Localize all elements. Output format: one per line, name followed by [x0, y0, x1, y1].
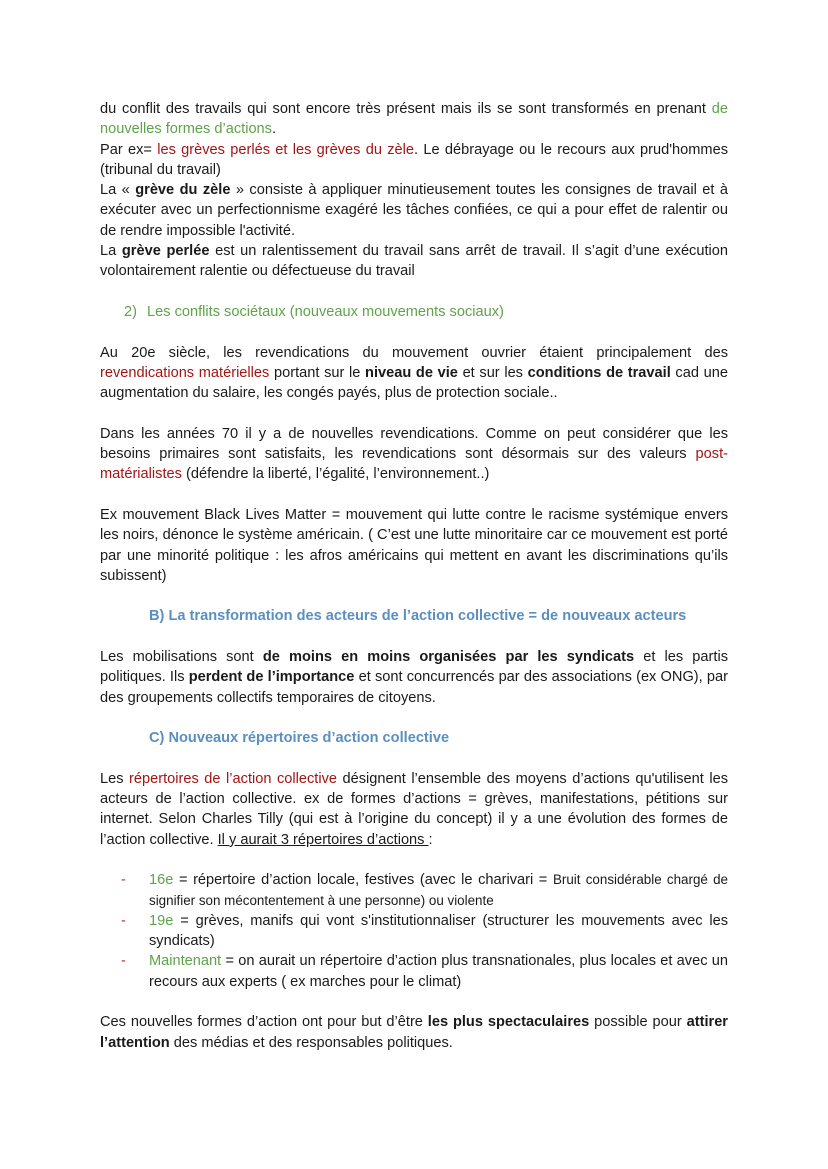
section-heading-c: C) Nouveaux répertoires d’action collective [149, 730, 450, 747]
paragraph-annees-70 [100, 424, 728, 485]
paragraph-conclusion [100, 1012, 728, 1053]
text: = grèves, manifs qui vont s'institutionnaliser (structurer les mouvements avec les syndicats) [149, 912, 728, 950]
highlight-text: de nouvelles formes d’actions [100, 101, 728, 138]
bold-term: grève du zèle [135, 182, 231, 199]
text: = on aurait un répertoire d’action plus transnationales, plus locales et avec un recours aux experts ( ex marches pour le climat) [149, 953, 728, 990]
highlight-text: les grèves perlés et les grèves du zèle [157, 141, 415, 158]
text: Ces nouvelles formes d’action ont pour but d’être [100, 1014, 428, 1031]
text: et les partis politiques. Ils [100, 649, 728, 686]
text: du conflit des travails qui sont encore très présent mais ils se sont transformés en prenant [100, 101, 712, 117]
text: Dans les années 70 il y a de nouvelles revendications. Comme on peut considérer que les besoins primaires sont satisfaits, les revendications sont désormais sur des valeurs [100, 425, 728, 463]
paragraph-examples [100, 140, 728, 181]
text: = répertoire d’action locale, festives (avec le charivari = [173, 872, 553, 889]
list-key: 16e [149, 872, 174, 889]
text: et sont concurrencés par des associations (ex ONG), par des groupements collectifs temporaires de citoyens. [100, 669, 728, 706]
text: possible pour [589, 1014, 687, 1031]
bold-term: conditions de travail [527, 364, 671, 381]
text: Au 20e siècle, les revendications du mouvement ouvrier étaient principalement des [100, 344, 728, 361]
underlined-text: Il y aurait 3 répertoires d’actions [217, 831, 429, 848]
bold-term: grève perlée [121, 243, 210, 260]
paragraph-20e-siecle [100, 343, 728, 404]
bold-term: les plus spectaculaires [427, 1014, 590, 1031]
text: (défendre la liberté, l’égalité, l’environnement..) [181, 466, 490, 483]
text: des médias et des responsables politiques. [169, 1034, 453, 1051]
bullet-dash: - [121, 953, 126, 970]
section-heading-2 [100, 302, 728, 322]
highlight-text: revendications matérielles [100, 364, 270, 381]
list-item [100, 911, 728, 952]
highlight-text: répertoires de l’action collective [129, 770, 338, 787]
text: La « [100, 182, 136, 199]
text: . [271, 121, 277, 138]
bold-term: de moins en moins organisées par les syndicats [262, 649, 635, 666]
text: La [100, 243, 122, 260]
text: : [428, 831, 433, 848]
bold-term: niveau de vie [365, 364, 458, 381]
paragraph-black-lives-matter: Ex mouvement Black Lives Matter = mouvement qui lutte contre le racisme systémique envers les noirs, dénonce le système américain. ( C’est une lutte minoritaire car ce mouvement est porté par une minorité politique : les afros américains qui mettent en avant les discriminations qu’ils subissent) [100, 506, 728, 584]
heading-text: Les conflits sociétaux (nouveaux mouvements sociaux) [146, 303, 504, 320]
list-item [100, 951, 728, 992]
text: Par ex= [100, 141, 158, 158]
document-page [100, 99, 728, 1053]
paragraph-repertoires [100, 769, 728, 850]
text: portant sur le [269, 364, 366, 381]
list-key: 19e [149, 912, 174, 929]
text: désignent l’ensemble des moyens d’actions qu'utilisent les acteurs de l’action collective. ex de formes d’actions = grèves, manifestations, pétitions sur internet. Selon Charles Tilly (qui est à l’origine du concept) il y a une évolution des formes de l’action collective. [100, 770, 728, 848]
bold-term: attirer l’attention [100, 1014, 728, 1051]
heading-number: 2) [124, 303, 137, 320]
paragraph-greve-perlee [100, 241, 728, 282]
list-item [100, 870, 728, 911]
bullet-dash: - [121, 912, 126, 929]
text: Les mobilisations sont [100, 649, 263, 666]
paragraph-forms [100, 99, 728, 140]
paragraph-greve-zele [100, 180, 728, 241]
text: » consiste à appliquer minutieusement toutes les consignes de travail et à exécuter avec un perfectionnisme exagéré les tâches confiées, ce qui a pour effet de ralentir ou de rendre impossible l'activité. [100, 182, 728, 239]
text: Bruit considérable chargé de signifier son mécontentement à une personne) ou violente [149, 872, 729, 908]
text: . Le débrayage ou le recours aux prud'hommes (tribunal du travail) [100, 141, 728, 178]
text: Les [100, 770, 130, 787]
paragraph-mobilisations [100, 647, 728, 708]
bullet-dash: - [121, 872, 126, 889]
list-key: Maintenant [149, 953, 222, 970]
text: et sur les [457, 364, 528, 381]
text: est un ralentissement du travail sans arrêt de travail. Il s’agit d’une exécution volontairement ralentie ou défectueuse du travail [100, 243, 728, 280]
bold-term: perdent de l’importance [188, 669, 355, 686]
text: cad une augmentation du salaire, les congés payés, plus de protection sociale.. [100, 364, 728, 402]
repertoire-list [100, 870, 728, 992]
section-heading-b: B) La transformation des acteurs de l’action collective = de nouveaux acteurs [149, 608, 687, 625]
highlight-text: post-matérialistes [100, 446, 728, 483]
